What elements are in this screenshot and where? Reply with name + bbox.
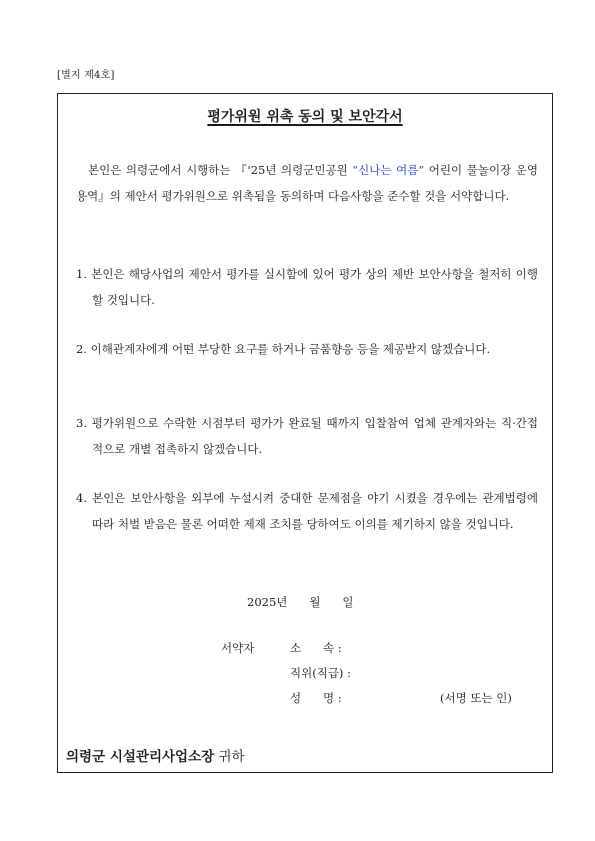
document-title: 평가위원 위촉 동의 및 보안각서: [207, 109, 403, 125]
recipient-suffix: 귀하: [214, 749, 245, 765]
signature-seal-hint: (서명 또는 인): [440, 691, 512, 705]
date-day: 일: [342, 595, 354, 609]
date-year: 2025년: [247, 595, 288, 609]
affiliation-field[interactable]: 소 속 :: [290, 641, 342, 655]
date-month: 월: [309, 595, 321, 609]
recipient-name: 의령군 시설관리사업소장: [66, 749, 215, 765]
form-number: [별지 제4호]: [57, 70, 115, 81]
name-field[interactable]: 성 명 :: [290, 691, 342, 705]
pledge-item-2: 2. 이해관계자에게 어떤 부당한 요구를 하거나 금품향응 등을 제공받지 않겠습니다.: [76, 342, 491, 356]
intro-highlight: “신나는 여름”: [352, 163, 425, 177]
pledge-document-frame: [57, 93, 553, 773]
intro-text-after: 어린이 물놀이장 운영 용역』의 제안서 평가위원으로 위촉됨을 동의하며 다음사항을 준수할 것을 서약합니다.: [76, 163, 538, 203]
pledge-item-1: 1. 본인은 해당사업의 제안서 평가를 실시함에 있어 평가 상의 제반 보안사항을 철저히 이행할 것입니다.: [76, 267, 538, 307]
position-field[interactable]: 직위(직급) :: [290, 666, 351, 680]
recipient-line: [66, 745, 245, 765]
intro-text-before: 본인은 의령군에서 시행하는 『'25년 의령군민공원: [88, 163, 353, 177]
signer-label: 서약자: [221, 641, 255, 655]
pledge-item-4: 4. 본인은 보안사항을 외부에 누설시켜 중대한 문제점을 야기 시켰을 경우에는 관계법령에 따라 처벌 받음은 물론 어떠한 제재 조치를 당하여도 이의를 제기하지 않을 것입니다.: [76, 491, 538, 531]
pledge-item-3: 3. 평가위원으로 수락한 시점부터 평가가 완료될 때까지 입찰참여 업체 관계자와는 직·간접적으로 개별 접촉하지 않겠습니다.: [76, 416, 538, 456]
date-line: [247, 594, 353, 610]
intro-paragraph: [76, 157, 538, 209]
